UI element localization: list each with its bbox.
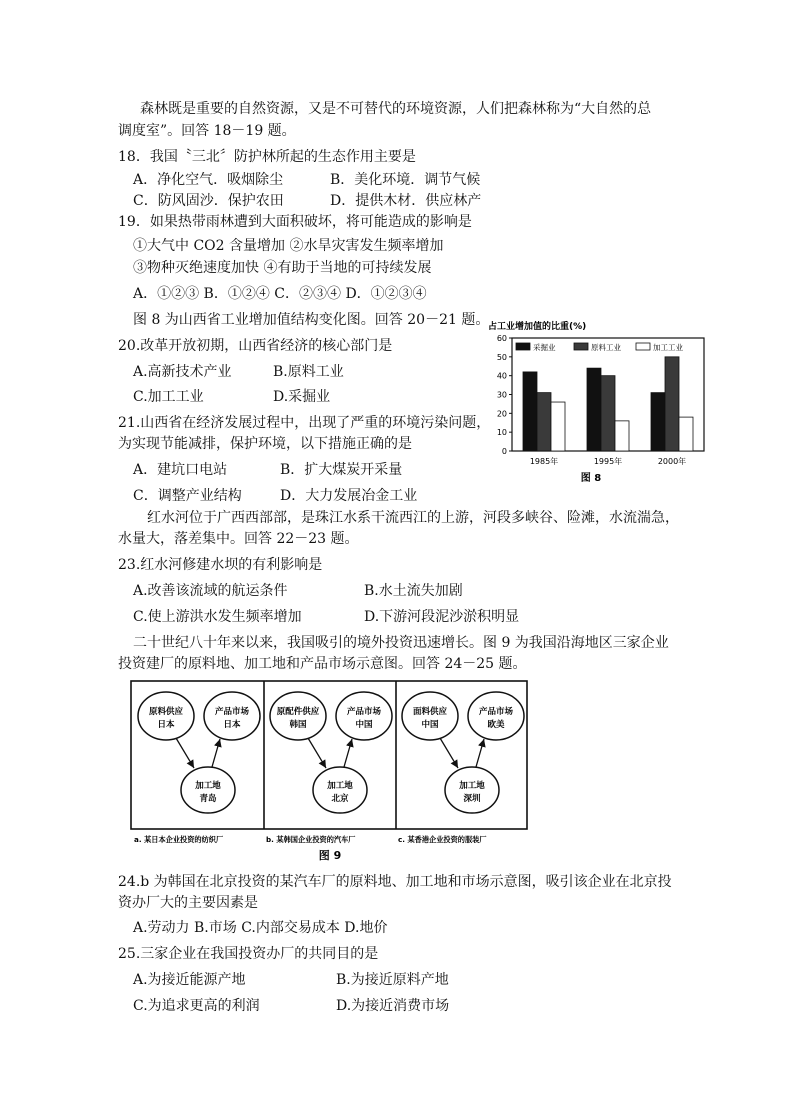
q19-stem-text: 19．如果热带雨林遭到大面积破坏，将可能造成的影响是 <box>118 214 472 230</box>
legend-swatch <box>574 343 588 350</box>
q20-option-a: A.高新技术产业 <box>133 364 232 380</box>
bar <box>679 417 693 451</box>
q20-option-c: C.加工工业 <box>133 389 204 405</box>
intro-forest: 森林既是重要的自然资源，又是不可替代的环境资源，人们把森林称为“大自然的总 <box>140 101 652 117</box>
market-place: 中国 <box>355 720 373 730</box>
q18-option-b: B．美化环境．调节气候 <box>330 172 481 188</box>
legend-swatch <box>516 343 530 350</box>
q21-option-d: D．大力发展冶金工业 <box>280 488 418 504</box>
q25-option-a: A.为接近能源产地 <box>133 972 246 988</box>
flow-arrow-process-to-market <box>212 739 220 767</box>
chart-caption: 图 8 <box>580 473 602 484</box>
legend-label: 加工工业 <box>653 343 683 352</box>
q18-option-d: D．提供木材．供应林产 <box>330 193 482 209</box>
y-tick-label: 60 <box>496 334 507 343</box>
process-place: 青岛 <box>199 794 217 804</box>
intro-hongshui: 红水河位于广西西部部，是珠江水系干流西江的上游，河段多峡谷、险滩，水流湍急， <box>147 510 679 526</box>
q21-option-a: A．建坑口电站 <box>133 462 228 478</box>
q23-option-a: A.改善该流域的航运条件 <box>133 583 288 599</box>
figure8-chart <box>486 318 706 488</box>
market-label: 产品市场 <box>346 707 382 717</box>
bar <box>551 402 565 451</box>
process-place: 深圳 <box>463 794 481 804</box>
panel-caption: c. 某香港企业投资的服装厂 <box>398 835 487 844</box>
q23-option-d: D.下游河段泥沙淤积明显 <box>364 609 520 625</box>
q21-option-c: C．调整产业结构 <box>133 488 242 504</box>
q25-option-c: C.为追求更高的利润 <box>133 998 260 1014</box>
q24-stem-cont: 资办厂大的主要因素是 <box>118 895 258 911</box>
q18-option-a: A．净化空气．吸烟除尘 <box>133 172 284 188</box>
bar <box>665 357 679 451</box>
y-tick-label: 40 <box>496 371 507 381</box>
x-tick-label: 1995年 <box>593 457 623 466</box>
source-label: 原料供应 <box>148 707 184 717</box>
y-tick-label: 10 <box>496 428 507 438</box>
q25-option-b: B.为接近原料产地 <box>336 972 449 988</box>
bar <box>615 421 629 451</box>
y-tick-label: 30 <box>496 390 507 400</box>
chart-title: 占工业增加值的比重(%) <box>488 322 587 332</box>
flow-arrow-process-to-market <box>476 739 484 767</box>
q23-option-c: C.使上游洪水发生频率增加 <box>133 609 302 625</box>
source-label: 原配件供应 <box>276 707 320 717</box>
intro-hongshui-cont: 水量大，落差集中。回答 22－23 题。 <box>118 531 359 547</box>
market-place: 日本 <box>223 720 241 730</box>
intro-forest-cont: 调度室”。回答 18－19 题。 <box>118 123 296 139</box>
q23-stem: 23.红水河修建水坝的有利影响是 <box>118 557 323 573</box>
process-label: 加工地 <box>195 781 221 791</box>
intro-investment-cont: 投资建厂的原料地、加工地和产品市场示意图。回答 24－25 题。 <box>118 656 527 672</box>
source-place: 韩国 <box>289 720 307 730</box>
q24-stem: 24.b 为韩国在北京投资的某汽车厂的原料地、加工地和市场示意图，吸引该企业在北京投 <box>118 874 672 890</box>
q20-option-d: D.采掘业 <box>273 389 331 405</box>
intro-figure8: 图 8 为山西省工业增加值结构变化图。回答 20－21 题。 <box>133 312 490 328</box>
bar <box>587 368 601 451</box>
process-place: 北京 <box>331 794 349 804</box>
source-label: 面料供应 <box>412 707 448 717</box>
q25-option-d: D.为接近消费市场 <box>336 998 450 1014</box>
bar <box>523 372 537 451</box>
source-place: 中国 <box>421 720 439 730</box>
market-place: 欧美 <box>487 720 505 730</box>
q18-stem: 18．我国〝三北〞防护林所起的生态作用主要是 <box>118 149 416 165</box>
figure9-diagram <box>130 680 530 862</box>
x-tick-label: 2000年 <box>657 457 687 466</box>
bar <box>537 393 551 451</box>
q19-options: A．①②③ B．①②④ C．②③④ D．①②③④ <box>133 286 427 302</box>
q19-statement-2: ③物种灭绝速度加快 ④有助于当地的可持续发展 <box>133 260 432 276</box>
figure8-svg <box>486 318 706 488</box>
q21-stem-cont: 为实现节能减排，保护环境，以下措施正确的是 <box>118 436 412 452</box>
source-place: 日本 <box>157 720 175 730</box>
panel-caption: a. 某日本企业投资的纺织厂 <box>134 835 224 844</box>
q20-option-b: B.原料工业 <box>273 364 344 380</box>
bar <box>601 376 615 451</box>
q20-stem: 20.改革开放初期，山西省经济的核心部门是 <box>118 338 393 354</box>
q18-option-c: C．防风固沙．保护农田 <box>133 193 284 209</box>
flow-arrow-source-to-process <box>440 738 458 768</box>
q21-stem: 21.山西省在经济发展过程中，出现了严重的环境污染问题， <box>118 415 491 431</box>
figure9-svg <box>130 680 530 862</box>
diagram-caption: 图 9 <box>318 849 342 862</box>
q24-options: A.劳动力 B.市场 C.内部交易成本 D.地价 <box>133 920 388 936</box>
q21-option-b: B．扩大煤炭开采量 <box>280 462 403 478</box>
q25-stem: 25.三家企业在我国投资办厂的共同目的是 <box>118 946 379 962</box>
intro-investment: 二十世纪八十年来以来，我国吸引的境外投资迅速增长。图 9 为我国沿海地区三家企业 <box>133 635 669 651</box>
panel-caption: b. 某韩国企业投资的汽车厂 <box>266 835 356 844</box>
y-tick-label: 50 <box>496 352 507 362</box>
y-tick-label: 0 <box>501 447 507 456</box>
flow-arrow-process-to-market <box>344 739 352 767</box>
legend-swatch <box>636 343 650 350</box>
market-label: 产品市场 <box>214 707 250 717</box>
y-tick-label: 20 <box>496 409 507 419</box>
q19-statement-1: ①大气中 CO2 含量增加 ②水旱灾害发生频率增加 <box>133 238 444 254</box>
process-label: 加工地 <box>459 781 485 791</box>
flow-arrow-source-to-process <box>308 738 326 768</box>
process-label: 加工地 <box>327 781 353 791</box>
q23-option-b: B.水土流失加剧 <box>364 583 463 599</box>
market-label: 产品市场 <box>478 707 514 717</box>
legend-label: 采掘业 <box>533 343 556 352</box>
legend-label: 原料工业 <box>591 343 621 352</box>
bar <box>651 393 665 451</box>
flow-arrow-source-to-process <box>176 738 194 768</box>
x-tick-label: 1985年 <box>529 457 559 466</box>
